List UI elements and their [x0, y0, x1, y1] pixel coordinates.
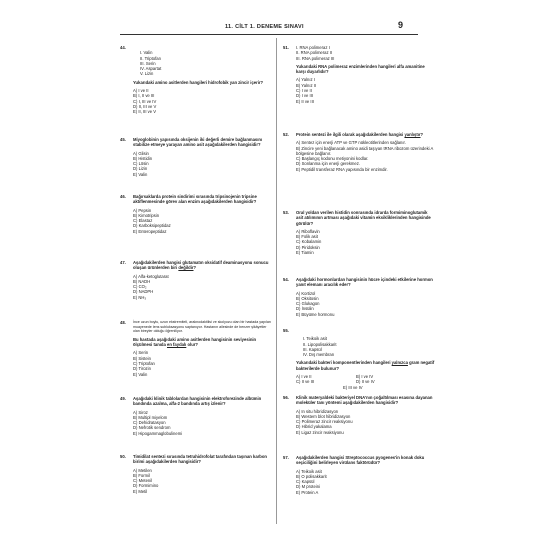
answer-option[interactable]: B) Folik asit [296, 234, 318, 240]
answer-option[interactable]: D) M proteini [296, 484, 320, 490]
answer-option[interactable]: D) NADPH [133, 289, 154, 295]
answer-option[interactable]: C) CO₂ [133, 284, 147, 290]
question-56 [283, 395, 435, 435]
answer-option[interactable]: D) Lizin [133, 166, 148, 172]
question-45 [120, 137, 272, 177]
answer-option[interactable]: C) I ve II [296, 88, 312, 94]
answer-option[interactable]: D) Karboksipeptidaz [133, 223, 171, 229]
premise-item: III. Kapsül [303, 346, 322, 352]
question-44 [120, 45, 272, 115]
premise-item: I. RNA polimeraz I [296, 45, 330, 50]
emphasis: yalnızca [391, 360, 408, 366]
question-stem: Yukarıdaki bakteri komponentlerinden hangileri yalnızca gram negatif bakterilerde bulunur? [296, 360, 435, 371]
question-number: 49. [120, 396, 126, 401]
question-stem: Aşağıdaki hormonlardan hangisinin hücre içindeki etkilerine hormon yanıt elemanı aracılık eder? [296, 277, 433, 288]
answer-option[interactable]: A) I ve II [133, 88, 149, 94]
answer-option[interactable]: E) II ve III [296, 98, 314, 104]
answer-option[interactable]: E) Tiamin [296, 250, 314, 256]
answer-option[interactable]: B) Western blot hibridizasyon [296, 413, 351, 419]
answer-option[interactable]: B) Yalnız II [296, 82, 317, 88]
answer-option[interactable]: C) Başlangıç kodonu metiyonini kodlar. [296, 156, 369, 162]
question-stem: Timidilat sentezi sırasında tetrahidrofolat tarafından taşınan karbon birimi aşağıdakilerden hangisidir? [133, 454, 267, 465]
question-53 [283, 210, 435, 255]
question-number: 56. [283, 395, 289, 400]
answer-option[interactable]: C) Glukagon [296, 301, 320, 307]
answer-option[interactable]: A) Sentez için enerji ATP ve GTP nükleotitlerinden sağlanır. [296, 140, 406, 146]
question-46 [120, 194, 272, 234]
premise-item: II. RNA polimeraz II [296, 50, 333, 56]
answer-option[interactable]: C) Lösin [133, 161, 149, 167]
question-stem: Oral yoldan verilen histidin sonrasında idrarda formiminoglutamik asit atılımının artması aşağıdaki vitamin eksikliklerinden hangisinde görülür? [296, 210, 431, 226]
header-rule [120, 34, 418, 35]
question-intro: İnce uzun boylu, uzun ekstremiteli, araknodaktilisi ve skolyozu olan bir hastada yapılan muayenede lens subluksasyonu saptanıyor. Hastanın ailesinde de benzer şikâyetler olan bireyler olduğu öğreniliyor. [133, 320, 271, 334]
question-number: 53. [283, 210, 289, 215]
question-stem: Protein sentezi ile ilgili olarak aşağıdakilerden hangisi yanlıştır? [296, 132, 424, 137]
page-header-title: 11. CİLT 1. DENEME SINAVI [225, 24, 304, 30]
question-49 [120, 396, 272, 436]
premise-item: III. RNA polimeraz III [296, 55, 335, 61]
answer-option[interactable]: E) Protein A [296, 489, 319, 495]
answer-option[interactable]: E) Büyüme hormonu [296, 311, 335, 317]
question-stem: Yukarıdaki RNA polimeraz enzimlerinden hangileri alfa amanitine karşı duyarlıdır? [296, 63, 425, 75]
answer-option[interactable]: B) Sistein [133, 355, 151, 361]
answer-option[interactable]: E) NH₃ [133, 294, 147, 300]
answer-option[interactable]: E) Metil [133, 488, 148, 494]
answer-option[interactable]: D) Nefrotik sendrom [133, 425, 171, 431]
answer-option[interactable]: D) Piridoksin [296, 244, 320, 250]
answer-option[interactable]: A) Siroz [133, 409, 148, 415]
question-number: 57. [283, 455, 289, 460]
answer-option[interactable]: D) Hibrid yakalama [296, 424, 332, 430]
answer-option[interactable]: E) Enteropeptidaz [133, 228, 167, 234]
answer-option[interactable]: E) Hipogammaglobulinemi [133, 430, 183, 436]
question-stem: Yukarıdaki amino asitlerden hangileri hidrofobik yan zincir içerir? [133, 79, 264, 85]
emphasis: yanlıştır [404, 132, 421, 137]
question-number: 47. [120, 260, 126, 265]
answer-option[interactable]: B) O polisakkarit [296, 473, 327, 479]
question-stem: Miyoglobinin yapısında oksijenin iki değerli demire bağlanmasını stabilize etmeye yarayan amino asit aşağıdakilerden hangisidir? [133, 137, 263, 148]
answer-option[interactable]: B) NADH [133, 278, 151, 284]
question-stem: Aşağıdakilerden hangisi glutamatın oksidatif deaminasyonu sonucu oluşan ürünlerden biri değildir? [133, 260, 269, 271]
question-number: 51. [283, 45, 289, 50]
question-stem: Bu hastada aşağıdaki amino asitlerden hangisinin seviyesinin ölçülmesi tanıda en faydalı olur? [133, 336, 257, 348]
answer-option[interactable]: C) Metenil [133, 478, 153, 484]
page-number: 9 [398, 20, 404, 30]
answer-option[interactable]: E) Ligaz zincir reaksiyonu [296, 429, 344, 435]
answer-option[interactable]: B) Multipl miyelom [133, 414, 168, 420]
premise-item: I. Teikoik asit [303, 336, 327, 342]
premise-item: III. Serin [140, 60, 156, 66]
premise-item: IV. Dış membran [303, 352, 335, 358]
answer-option[interactable]: E) Peptidil transferaz RNA yapısında bir enzimdir. [296, 166, 388, 172]
question-55 [283, 328, 435, 390]
answer-option[interactable]: C) II ve III [296, 379, 315, 385]
question-number: 45. [120, 137, 126, 142]
question-stem: Aşağıdakilerden hangisi Streptococcus pyogenes'in konak doku seçiciliğini belirleyen virülans faktörüdür? [296, 455, 425, 466]
answer-option[interactable]: D) II ve IV [356, 379, 375, 385]
answer-option[interactable]: C) Elastaz [133, 218, 153, 224]
answer-option[interactable]: D) Formimino [133, 483, 159, 489]
column-divider [276, 38, 277, 524]
answer-option[interactable]: B) Kimotripsin [133, 212, 160, 218]
premise-item: I. Valin [140, 50, 153, 56]
premise-item: IV. Aspartat [140, 66, 162, 72]
answer-option[interactable]: A) Metilen [133, 467, 152, 473]
answer-option[interactable]: B) Zincire yeni bağlanacak amino asidi taşıyan tRNA ribozom üzerindeki A bölgesine bağlanır. [296, 145, 434, 156]
answer-option[interactable]: C) Kobalamin [296, 239, 322, 245]
question-number: 48. [120, 320, 126, 325]
question-number: 46. [120, 194, 126, 199]
answer-option[interactable]: A) Serin [133, 350, 149, 356]
answer-option[interactable]: E) Valin [133, 371, 148, 377]
emphasis: en faydalı [166, 342, 187, 348]
question-50 [120, 454, 272, 494]
question-54 [283, 277, 435, 317]
question-number: 50. [120, 454, 126, 459]
answer-option[interactable]: D) Tirozin [133, 366, 151, 372]
answer-option[interactable]: C) Triptofan [133, 360, 155, 366]
answer-option[interactable]: C) Kapsül [296, 479, 315, 485]
answer-option[interactable]: A) Kortizol [296, 290, 316, 296]
question-47 [120, 260, 272, 300]
question-number: 55. [283, 328, 289, 333]
question-number: 44. [120, 45, 126, 50]
answer-option[interactable]: E) III ve IV [343, 384, 363, 390]
answer-option[interactable]: D) İnsülin [296, 306, 314, 312]
premise-item: V. Lizin [140, 71, 154, 77]
answer-option[interactable]: A) Riboflavin [296, 228, 320, 234]
answer-option[interactable]: A) Pepsin [133, 207, 152, 213]
question-stem: Klinik materyaldeki bakteriyel DNA'nın çoğaltılması esasına dayanan moleküler tanı yöntemi aşağıdakilerden hangisidir? [296, 395, 433, 406]
answer-option[interactable]: A) Alfa-ketoglutarat [133, 273, 169, 279]
answer-option[interactable]: A) Teikoik asit [296, 468, 322, 474]
answer-option[interactable]: C) Polimeraz zincir reaksiyonu [296, 419, 353, 425]
answer-option[interactable]: D) II, III ve V [133, 103, 157, 109]
answer-option[interactable]: D) I ve III [296, 93, 313, 99]
question-number: 52. [283, 132, 289, 137]
answer-option[interactable]: A) Glisin [133, 150, 149, 156]
answer-option[interactable]: B) Oksitosin [296, 295, 319, 301]
question-57 [283, 455, 435, 495]
premise-item: II. Triptofan [140, 55, 161, 61]
answer-option[interactable]: B) Formil [133, 472, 150, 478]
answer-option[interactable]: E) II, III ve V [133, 109, 157, 115]
question-stem: Aşağıdaki klinik tablolardan hangisinin elektroforezinde albümin bandında azalma, alfa-2 bandında artış izlenir? [133, 396, 262, 407]
question-48 [120, 320, 272, 377]
answer-option[interactable]: E) Valin [133, 171, 148, 177]
premise-item: II. Lipopolisakkarit [303, 341, 337, 347]
question-number: 54. [283, 277, 289, 282]
emphasis: değildir [178, 265, 194, 271]
answer-option[interactable]: A) I ve II [296, 374, 312, 380]
question-stem: Bağırsaklarda protein sindirimi sırasında tripsinojenin tripsine aktiflenmesinde görev alan enzim aşağıdakilerden hangisidir? [133, 194, 257, 205]
question-52 [283, 132, 435, 172]
answer-option[interactable]: A) In situ hibridizasyon [296, 408, 339, 414]
answer-option[interactable]: B) I, II ve III [133, 93, 155, 99]
answer-option[interactable]: C) I, III ve IV [133, 98, 157, 104]
answer-option[interactable]: C) Dehidratasyon [133, 420, 166, 426]
question-51 [283, 45, 435, 104]
answer-option[interactable]: B) Histidin [133, 155, 153, 161]
answer-option[interactable]: B) I ve IV [356, 374, 374, 380]
answer-option[interactable]: D) Sonlanma için enerji gerekmez. [296, 161, 361, 167]
answer-option[interactable]: A) Yalnız I [296, 77, 315, 83]
